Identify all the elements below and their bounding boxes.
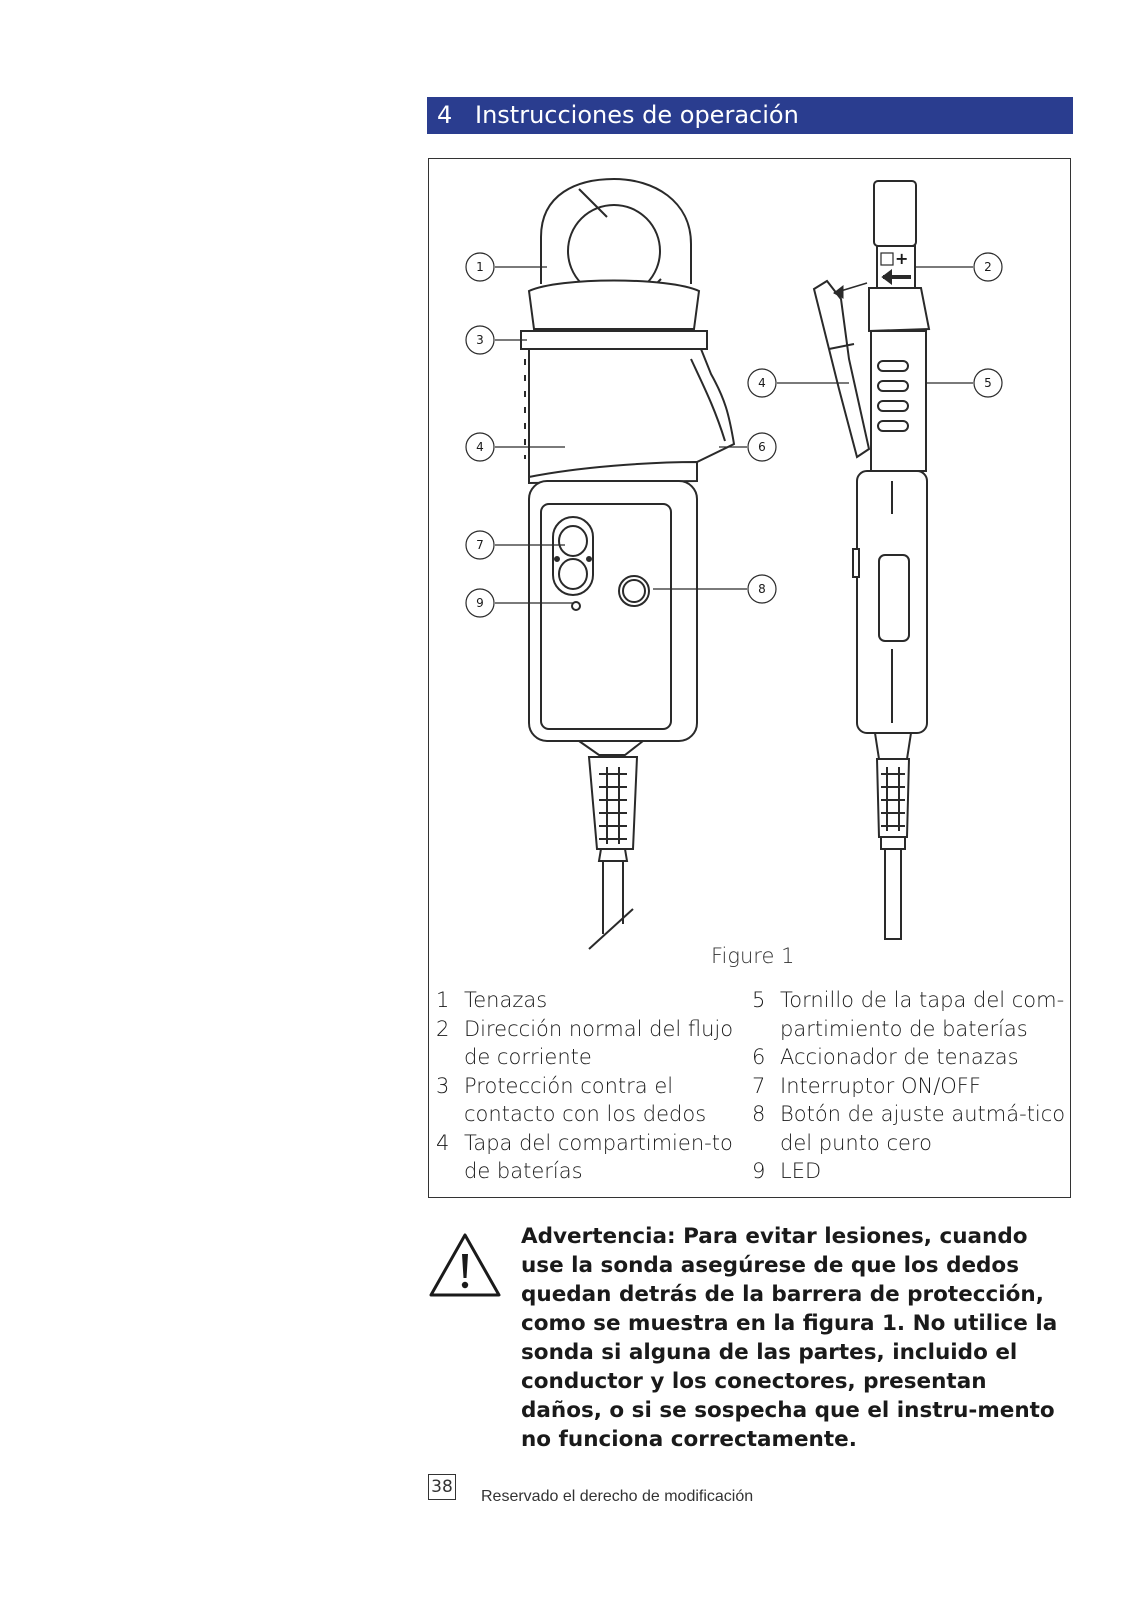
legend-item bbox=[436, 1072, 736, 1129]
legend-number: 7 bbox=[752, 1073, 766, 1098]
footer-note: Reservado el derecho de modificación bbox=[481, 1488, 754, 1505]
legend-item bbox=[752, 1100, 1070, 1157]
callout-7-label: 7 bbox=[476, 538, 484, 552]
grip-body bbox=[529, 349, 734, 477]
probe-side-view bbox=[814, 181, 929, 939]
legend-item bbox=[436, 986, 736, 1015]
legend-number: 6 bbox=[752, 1045, 766, 1069]
page-number: 38 bbox=[428, 1474, 456, 1500]
legend-text: Botón de ajuste autmá-tico del punto cero bbox=[780, 1102, 1066, 1155]
section-header bbox=[427, 97, 1073, 134]
legend-text: Protección contra el contacto con los dedos bbox=[464, 1073, 707, 1126]
legend-item bbox=[436, 1129, 736, 1186]
legend-number: 2 bbox=[436, 1016, 450, 1041]
legend-item bbox=[436, 1015, 736, 1072]
callout-8-label: 8 bbox=[758, 582, 766, 596]
plus-label: + bbox=[895, 249, 909, 268]
legend-text: Tornillo de la tapa del com-partimiento de baterías bbox=[780, 988, 1065, 1041]
legend-number: 9 bbox=[752, 1159, 766, 1183]
legend-number: 8 bbox=[752, 1102, 766, 1126]
legend-text: Dirección normal del flujo de corriente bbox=[464, 1016, 734, 1069]
side-cable bbox=[885, 849, 901, 939]
side-jaw bbox=[874, 181, 916, 246]
callout-4-side-label: 4 bbox=[758, 376, 766, 390]
section-title: Instrucciones de operación bbox=[475, 101, 799, 129]
legend-item bbox=[752, 986, 1070, 1043]
section-number: 4 bbox=[437, 101, 453, 129]
legend-number: 5 bbox=[752, 988, 766, 1012]
figure-caption: Figure 1 bbox=[711, 944, 795, 968]
legend-item bbox=[752, 1157, 1070, 1186]
legend-text: Accionador de tenazas bbox=[780, 1045, 1019, 1069]
jaw-trigger bbox=[814, 281, 869, 457]
callout-9-label: 9 bbox=[476, 596, 484, 610]
legend-left bbox=[436, 986, 736, 1186]
callout-1-label: 1 bbox=[476, 260, 484, 274]
legend-text: LED bbox=[780, 1159, 822, 1183]
warning-block bbox=[428, 1222, 1073, 1452]
legend-number: 3 bbox=[436, 1073, 450, 1098]
callout-6-label: 6 bbox=[758, 440, 766, 454]
probe-front-view bbox=[521, 179, 734, 949]
strain-relief bbox=[579, 741, 643, 755]
legend-item bbox=[752, 1043, 1070, 1072]
side-finger-guard bbox=[869, 288, 929, 331]
legend-text: Tenazas bbox=[464, 988, 548, 1012]
callout-5-label: 5 bbox=[984, 376, 992, 390]
legend-number: 1 bbox=[436, 988, 450, 1012]
legend-text: Tapa del compartimien-to de baterías bbox=[464, 1130, 733, 1183]
legend-text: Interruptor ON/OFF bbox=[780, 1073, 981, 1098]
finger-guard-upper bbox=[529, 281, 699, 330]
legend-item bbox=[752, 1072, 1070, 1101]
callout-3-label: 3 bbox=[476, 333, 484, 347]
finger-guard-rim bbox=[521, 331, 707, 349]
legend-right bbox=[752, 986, 1070, 1186]
legend-number: 4 bbox=[436, 1130, 450, 1155]
warning-text: Advertencia: Para evitar lesiones, cuando use la sonda asegúrese de que los dedos quedan detrás de la barrera de protección, como se muestra en la figura 1. No utilice la sonda si alguna de las partes, incluido el conductor y los conectores, presentan daños, o si se sospecha que el instru-mento no funciona correctamente. bbox=[521, 1224, 1058, 1452]
callout-4-front-label: 4 bbox=[476, 440, 484, 454]
callout-2-label: 2 bbox=[984, 260, 992, 274]
warning-triangle-icon bbox=[428, 1232, 502, 1298]
